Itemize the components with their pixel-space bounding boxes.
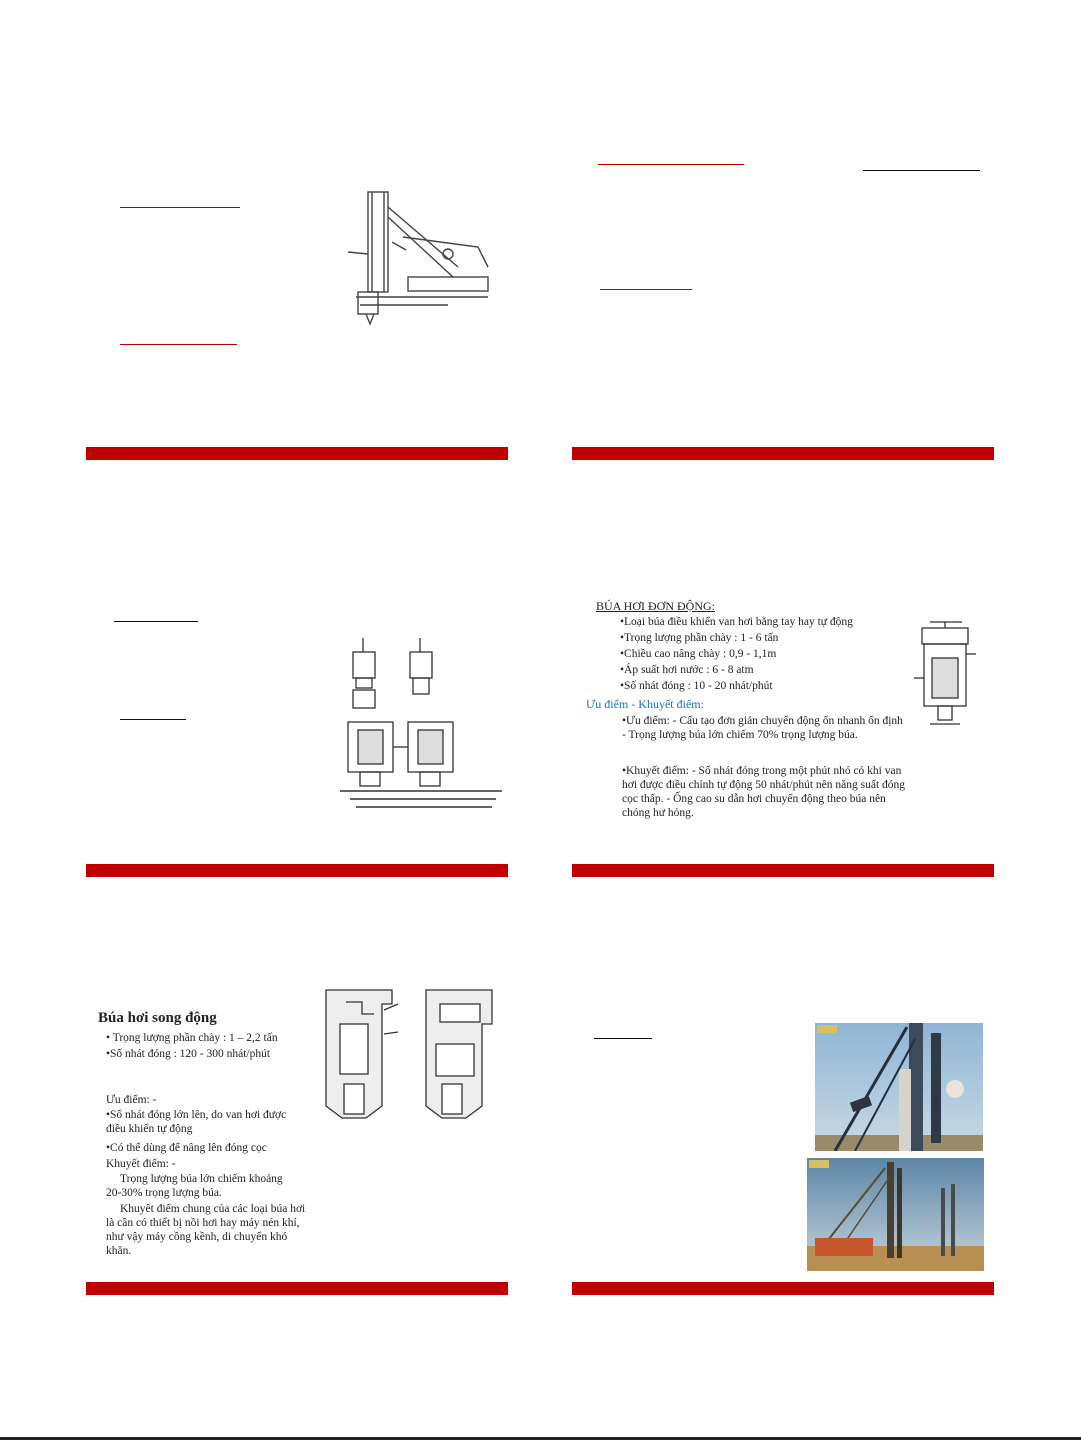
single-acting-hammer-diagram <box>910 618 980 730</box>
slide-6-footer-bar <box>572 1282 994 1295</box>
slide-3 <box>86 478 511 878</box>
pile-driver-photo-top <box>815 1023 983 1151</box>
steam-hammer-diagram <box>338 630 504 816</box>
slide-5-pros-label: Ưu điểm: - <box>106 1094 157 1106</box>
slide-2 <box>572 60 997 460</box>
slide-6-heading-underline <box>594 1038 652 1039</box>
slide-5-bullet-2: •Số nhát đóng : 120 - 300 nhát/phút <box>106 1048 271 1060</box>
slide-1-heading-underline <box>120 207 240 208</box>
slide-5-cons-label: Khuyết điểm: - <box>106 1158 176 1170</box>
slide-4-bullet-5: •Số nhát đóng : 10 - 20 nhát/phút <box>620 680 773 692</box>
slide-2-heading-underline <box>598 164 744 165</box>
slide-5-cons-2: Khuyết điểm chung của các loại búa hơi là cần có thiết bị nồi hơi hay máy nén khí, như vậy máy cồng kềnh, di chuyển khó khăn. <box>106 1203 306 1257</box>
slide-4-bullet-4: •Áp suất hơi nước : 6 - 8 atm <box>620 664 754 676</box>
slide-2-subheading-underline <box>600 289 692 290</box>
slide-1-subheading-underline <box>120 344 237 345</box>
slide-1 <box>86 60 511 460</box>
slide-5-bullet-1: • Trọng lượng phần chày : 1 – 2,2 tấn <box>106 1032 278 1044</box>
slide-4-bullet-1: •Loại búa điều khiển van hơi bằng tay hay tự động <box>620 616 853 628</box>
slide-4-bullet-2: •Trọng lượng phần chày : 1 - 6 tấn <box>620 632 779 644</box>
slide-5-cons-1: Trọng lượng búa lớn chiếm khoảng 20-30% trọng lượng búa. <box>106 1173 283 1199</box>
slide-4-pros: •Ưu điểm: - Cấu tạo đơn giản chuyển động ổn nhanh ổn định - Trọng lượng búa lớn chiếm 70% trọng lượng búa. <box>622 715 903 741</box>
slide-6 <box>572 896 997 1296</box>
slide-4-bullet-3: •Chiều cao nâng chày : 0,9 - 1,1m <box>620 648 777 660</box>
pile-driver-photo-bottom <box>807 1158 984 1271</box>
slide-4 <box>572 478 997 878</box>
double-acting-hammer-diagram <box>322 984 500 1124</box>
slide-5-footer-bar <box>86 1282 508 1295</box>
slide-1-footer-bar <box>86 447 508 460</box>
slide-5-pros-1: •Số nhát đóng lớn lên, do van hơi được điều khiển tự động <box>106 1109 287 1135</box>
slide-4-cons: •Khuyết điểm: - Số nhát đóng trong một phút nhỏ có khi van hơi được điều chỉnh tự động 50 nhát/phút nên năng suất đóng cọc thấp. - Ống cao su dẫn hơi chuyển động theo búa nên chóng hư hỏng. <box>622 765 906 819</box>
slide-5-title: Búa hơi song động <box>98 1010 217 1026</box>
page-bottom-border <box>0 1437 1081 1440</box>
slide-3-heading-underline <box>114 621 198 622</box>
slide-4-footer-bar <box>572 864 994 877</box>
slide-4-subheading: Ưu điểm - Khuyết điểm: <box>586 697 704 711</box>
slide-5 <box>86 896 511 1296</box>
slide-3-footer-bar <box>86 864 508 877</box>
slide-4-title: BÚA HƠI ĐƠN ĐỘNG: <box>596 599 715 613</box>
pile-driver-diagram <box>348 182 498 332</box>
slide-5-pros-2: •Có thể dùng để nâng lên đóng cọc <box>106 1142 267 1154</box>
slide-2-footer-bar <box>572 447 994 460</box>
slide-3-subheading-underline <box>120 719 186 720</box>
slide-2-heading-right-underline <box>863 170 980 171</box>
